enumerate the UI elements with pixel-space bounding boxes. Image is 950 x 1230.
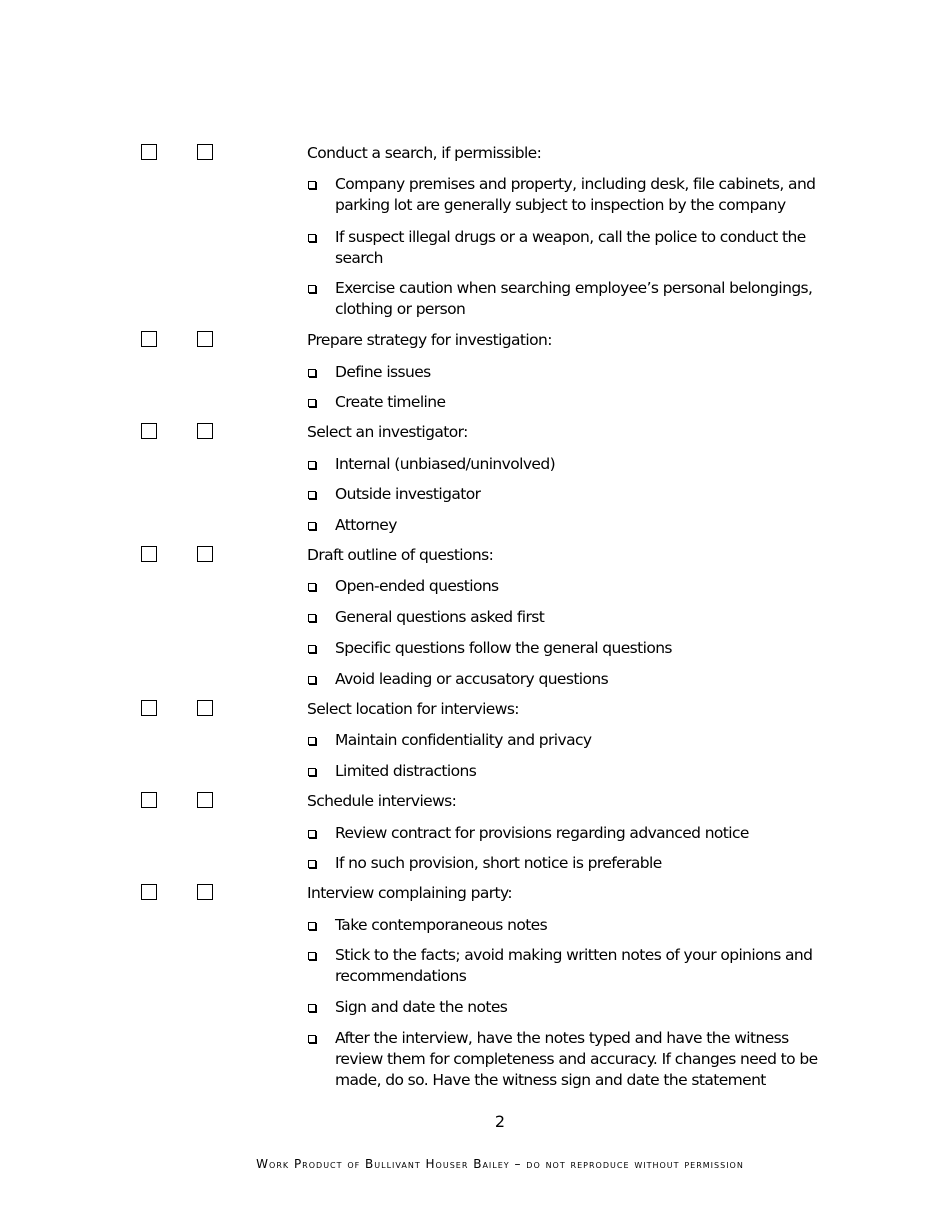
bullet-icon [308,583,316,591]
checkbox[interactable] [141,700,157,716]
checkbox[interactable] [197,546,213,562]
bullet-icon [308,369,316,377]
bullet-icon [308,922,316,930]
list-item-text: Review contract for provisions regarding advanced notice [335,824,749,842]
list-item-text: Open-ended questions [335,577,499,595]
bullet-icon [308,676,316,684]
bullet-icon [308,285,316,293]
step-label: Prepare strategy for investigation: [307,331,552,349]
list-item-text: If no such provision, short notice is preferable [335,854,662,872]
list-item-text: Limited distractions [335,762,477,780]
list-item-text: Stick to the facts; avoid making written notes of your opinions and recommendations [335,946,813,985]
list-item-text: Avoid leading or accusatory questions [335,670,609,688]
checkbox[interactable] [141,546,157,562]
bullet-icon [308,830,316,838]
bullet-icon [308,234,316,242]
step-label: Schedule interviews: [307,792,457,810]
checkbox[interactable] [141,792,157,808]
bullet-icon [308,461,316,469]
list-item-text: After the interview, have the notes typed and have the witness review them for completeness and accuracy. If changes need to be made, do so. Have the witness sign and date the statement [335,1029,818,1089]
step-label: Draft outline of questions: [307,546,494,564]
checkbox[interactable] [141,331,157,347]
checkbox[interactable] [197,423,213,439]
bullet-icon [308,1035,316,1043]
checkbox[interactable] [141,423,157,439]
checkbox[interactable] [197,792,213,808]
list-item-text: General questions asked first [335,608,545,626]
list-item-text: Maintain confidentiality and privacy [335,731,592,749]
list-item-text: Sign and date the notes [335,998,508,1016]
list-item-text: Attorney [335,516,397,534]
step-label: Interview complaining party: [307,884,513,902]
bullet-icon [308,522,316,530]
bullet-icon [308,737,316,745]
step-label: Select location for interviews: [307,700,519,718]
bullet-icon [308,645,316,653]
checkbox[interactable] [141,884,157,900]
list-item-text: Create timeline [335,393,446,411]
bullet-icon [308,614,316,622]
list-item-text: Specific questions follow the general questions [335,639,672,657]
list-item-text: Exercise caution when searching employee’s personal belongings, clothing or person [335,279,813,318]
checkbox[interactable] [197,884,213,900]
list-item-text: Take contemporaneous notes [335,916,548,934]
checkbox[interactable] [197,331,213,347]
step-label: Conduct a search, if permissible: [307,144,542,162]
checkbox[interactable] [197,144,213,160]
bullet-icon [308,952,316,960]
bullet-icon [308,181,316,189]
footer: Work Product of Bullivant Houser Bailey – do not reproduce without permission [256,1157,744,1171]
list-item-text: Outside investigator [335,485,481,503]
checkbox[interactable] [197,700,213,716]
bullet-icon [308,1004,316,1012]
list-item-text: Define issues [335,363,431,381]
list-item-text: Internal (unbiased/uninvolved) [335,455,556,473]
page-number: 2 [494,1112,506,1131]
step-label: Select an investigator: [307,423,468,441]
bullet-icon [308,491,316,499]
bullet-icon [308,399,316,407]
checkbox[interactable] [141,144,157,160]
bullet-icon [308,860,316,868]
bullet-icon [308,768,316,776]
list-item-text: Company premises and property, including desk, file cabinets, and parking lot are generally subject to inspection by the company [335,175,816,214]
list-item-text: If suspect illegal drugs or a weapon, call the police to conduct the search [335,228,806,267]
